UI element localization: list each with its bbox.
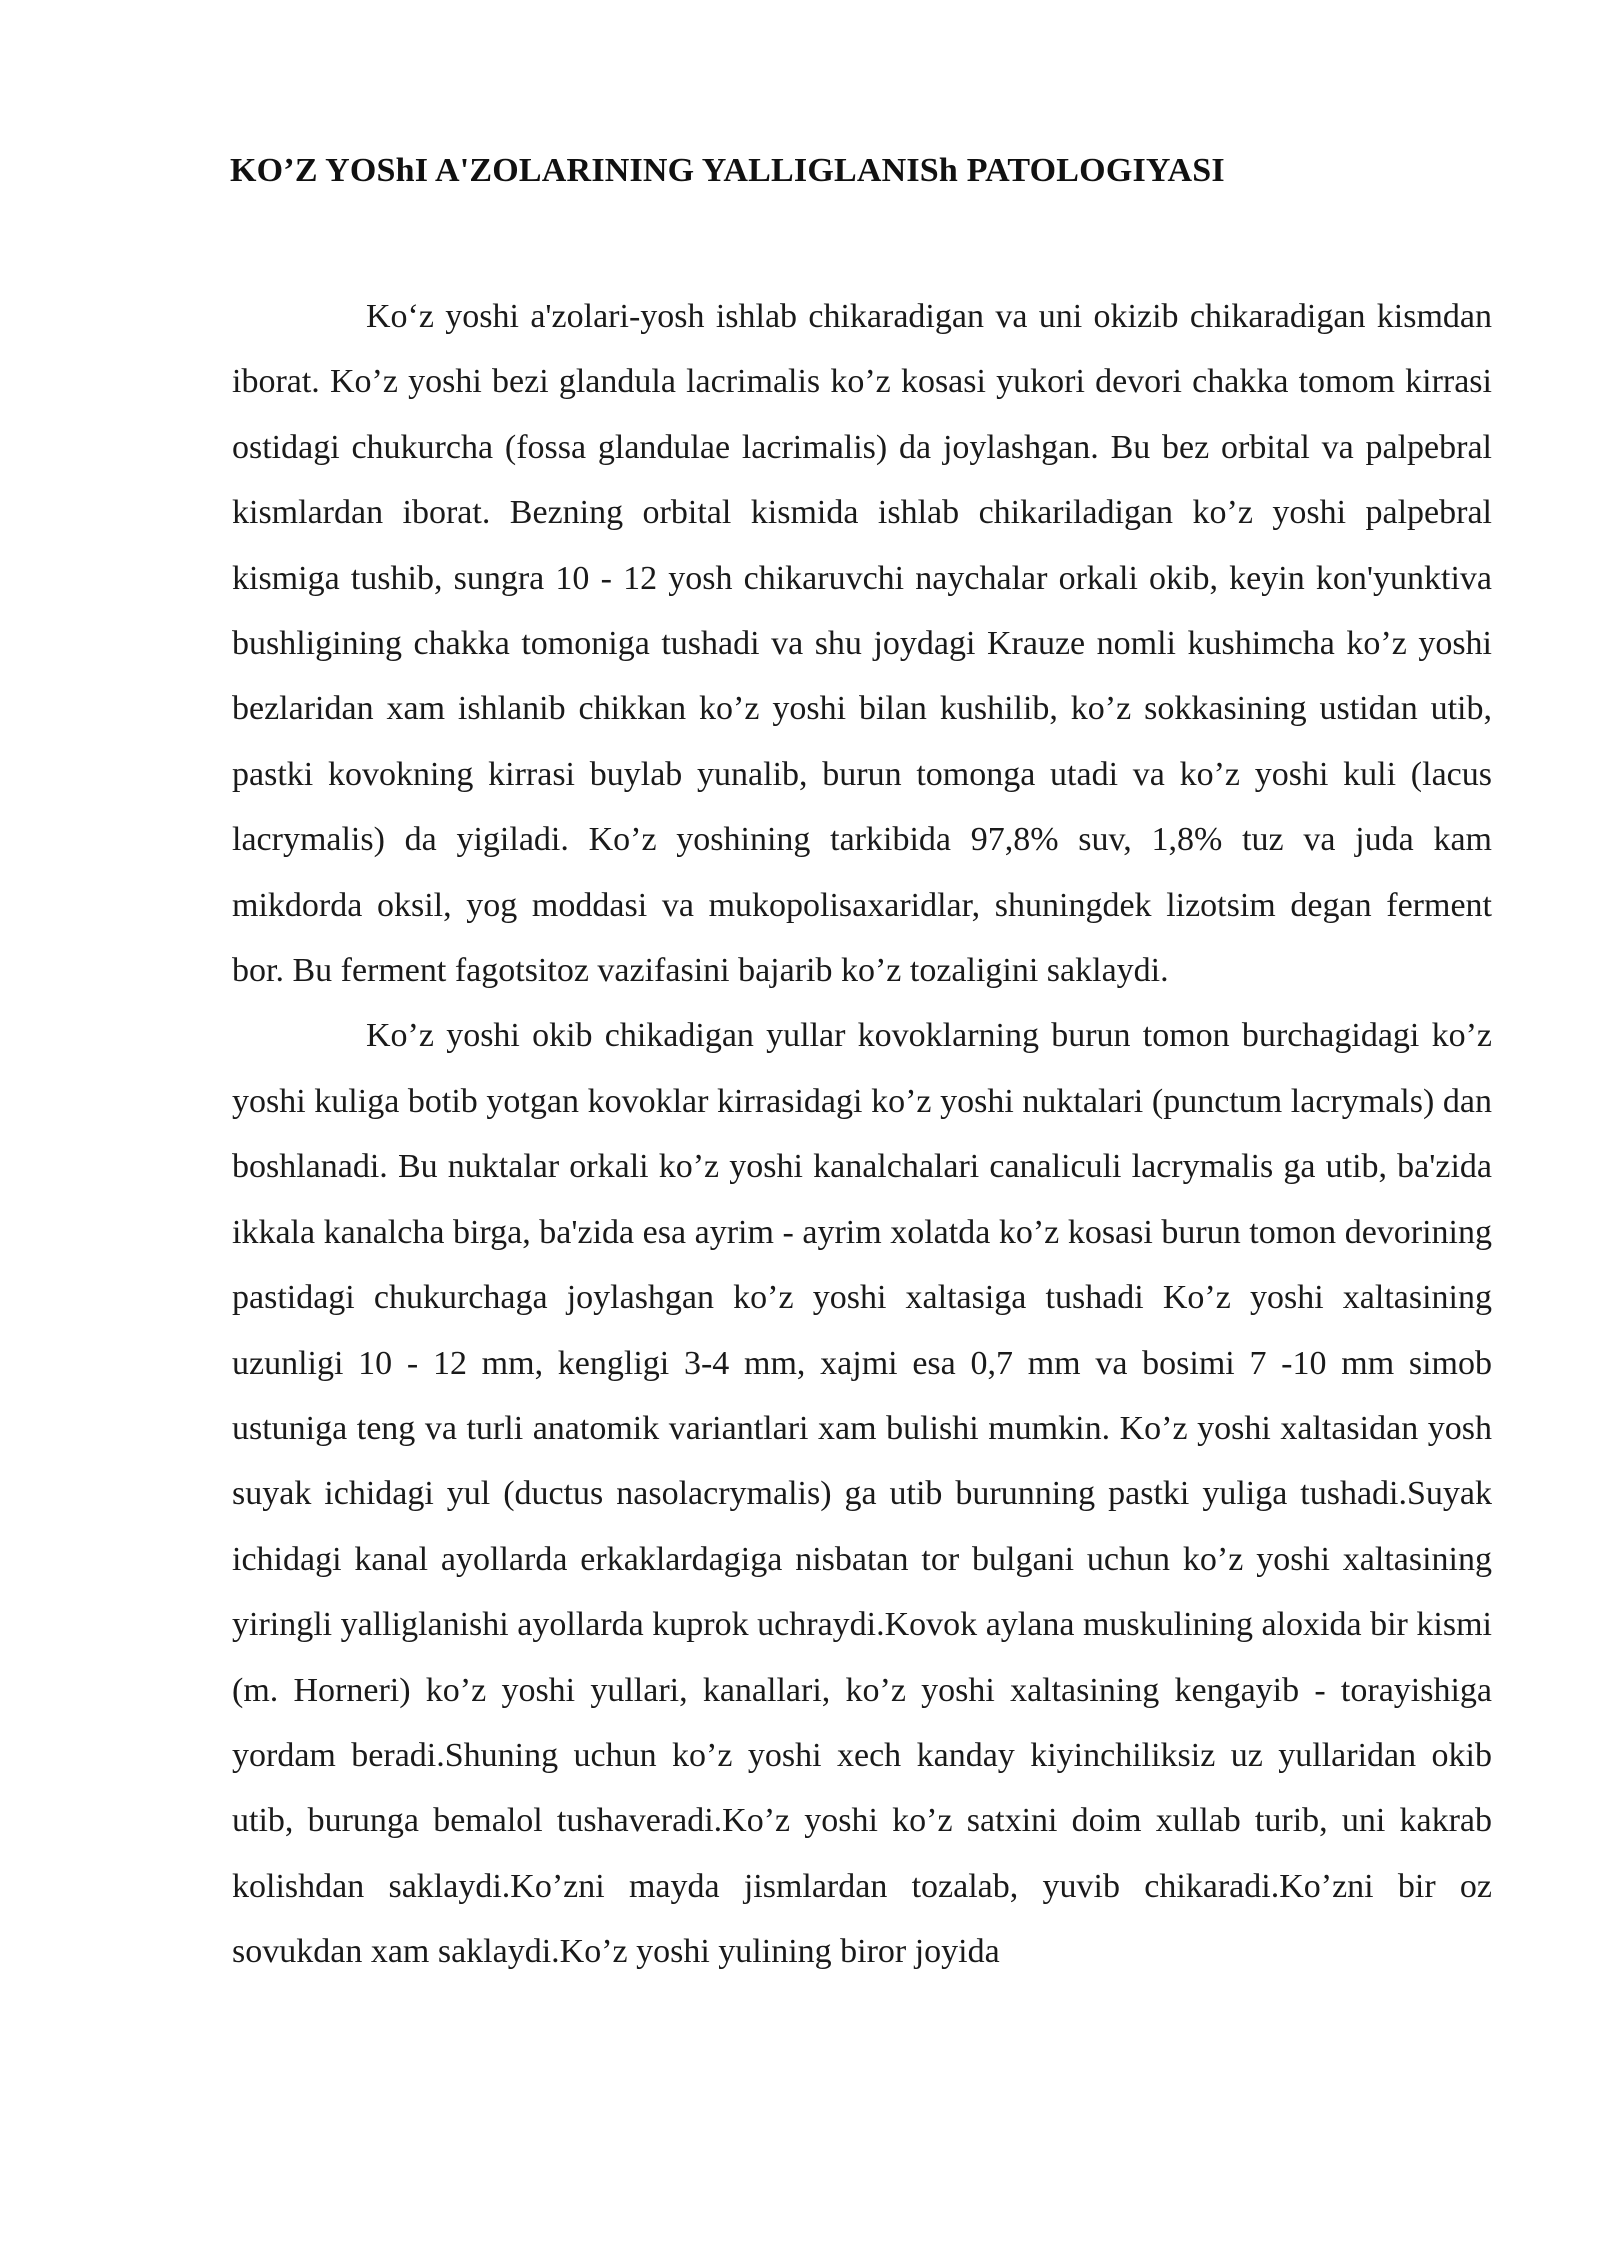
document-title: KO’Z YOShI A'ZOLARINING YALLIGLANISh PATOLOGIYASI bbox=[230, 152, 1225, 189]
document-body bbox=[232, 284, 1492, 1985]
paragraph-2: Ko’z yoshi okib chikadigan yullar kovoklarning burun tomon burchagidagi ko’z yoshi kuliga botib yotgan kovoklar kirrasidagi ko’z yoshi nuktalari (punctum lacrymals) dan boshlanadi. Bu nuktalar orkali ko’z yoshi kanalchalari canaliculi lacrymalis ga utib, ba'zida ikkala kanalcha birga, ba'zida esa ayrim - ayrim xolatda ko’z kosasi burun tomon devorining pastidagi chukurchaga joylashgan ko’z yoshi xaltasiga tushadi Ko’z yoshi xaltasining uzunligi 10 - 12 mm, kengligi 3-4 mm, xajmi esa 0,7 mm va bosimi 7 -10 mm simob ustuniga teng va turli anatomik variantlari xam bulishi mumkin. Ko’z yoshi xaltasidan yosh suyak ichidagi yul (ductus nasolacrymalis) ga utib burunning pastki yuliga tushadi.Suyak ichidagi kanal ayollarda erkaklardagiga nisbatan tor bulgani uchun ko’z yoshi xaltasining yiringli yalliglanishi ayollarda kuprok uchraydi.Kovok aylana muskulining aloxida bir kismi (m. Horneri) ko’z yoshi yullari, kanallari, ko’z yoshi xaltasining kengayib - torayishiga yordam beradi.Shuning uchun ko’z yoshi xech kanday kiyinchiliksiz uz yullaridan okib utib, burunga bemalol tushaveradi.Ko’z yoshi ko’z satxini doim xullab turib, uni kakrab kolishdan saklaydi.Ko’zni mayda jismlardan tozalab, yuvib chikaradi.Ko’zni bir oz sovukdan xam saklaydi.Ko’z yoshi yulining biror joyida bbox=[232, 1017, 1492, 1971]
paragraph-1: Ko‘z yoshi a'zolari-yosh ishlab chikaradigan va uni okizib chikaradigan kismdan iborat. Ko’z yoshi bezi glandula lacrimalis ko’z kosasi yukori devori chakka tomom kirrasi ostidagi chukurcha (fossa glandulae lacrimalis) da joylashgan. Bu bez orbital va palpebral kismlardan iborat. Bezning orbital kismida ishlab chikariladigan ko’z yoshi palpebral kismiga tushib, sungra 10 - 12 yosh chikaruvchi naychalar orkali okib, keyin kon'yunktiva bushligining chakka tomoniga tushadi va shu joydagi Krauze nomli kushimcha ko’z yoshi bezlaridan xam ishlanib chikkan ko’z yoshi bilan kushilib, ko’z sokkasining ustidan utib, pastki kovokning kirrasi buylab yunalib, burun tomonga utadi va ko’z yoshi kuli (lacus lacrymalis) da yigiladi. Ko’z yoshining tarkibida 97,8% suv, 1,8% tuz va juda kam mikdorda oksil, yog moddasi va mukopolisaxaridlar, shuningdek lizotsim degan ferment bor. Bu ferment fagotsitoz vazifasini bajarib ko’z tozaligini saklaydi. bbox=[232, 298, 1492, 990]
